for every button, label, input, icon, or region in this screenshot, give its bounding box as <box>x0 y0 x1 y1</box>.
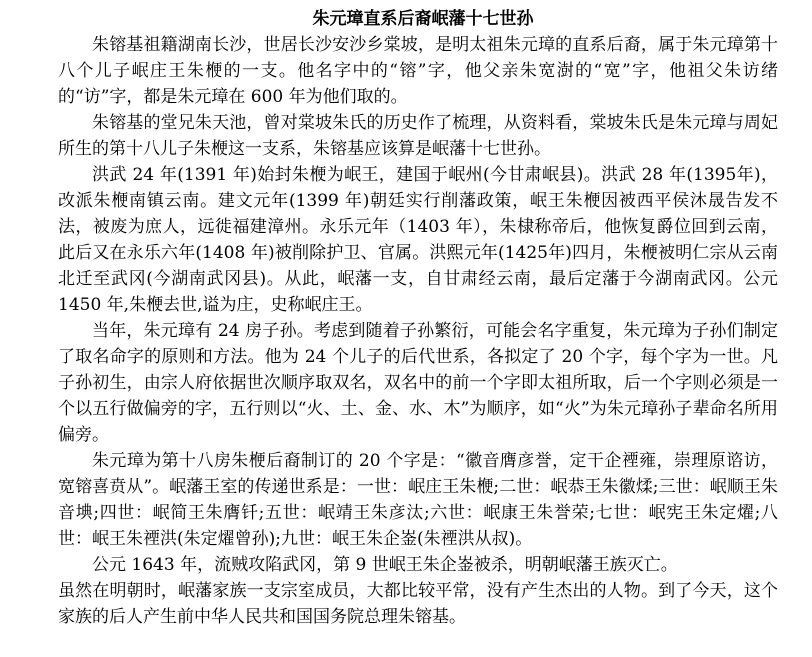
paragraph-history: 洪武 24 年(1391 年)始封朱楩为岷王，建国于岷州(今甘肃岷县)。洪武 28 年(1395年)，改派朱楩南镇云南。建文元年(1399 年)朝廷实行削藩政策，岷王朱楩因被西平侯沐晟告发不法，被废为庶人，远徙福建漳州。永乐元年（1403 年），朱棣称帝后，他恢复爵位回到云南，此后又在永乐六年(1408 年)被削除护卫、官属。洪熙元年(1425年)四月，朱楩被明仁宗从云南北迁至武冈(今湖南武冈县)。从此，岷藩一支，自甘肃经云南，最后定藩于今湖南武冈。公元 1450 年,朱楩去世,谥为庄，史称岷庄王。 <box>58 165 778 315</box>
page-title: 朱元璋直系后裔岷藩十七世孙 <box>312 9 534 29</box>
paragraph-cousin: 朱镕基的堂兄朱天池，曾对棠坡朱氏的历史作了梳理，从资料看，棠坡朱氏是朱元璋与周妃所生的第十八儿子朱楩这一支系，朱镕基应该算是岷藩十七世孙。 <box>58 113 778 159</box>
paragraph-ancestry: 朱镕基祖籍湖南长沙，世居长沙安沙乡棠坡，是明太祖朱元璋的直系后裔，属于朱元璋第十八个儿子岷庄王朱楩的一支。他名字中的“镕”字，他父亲朱宽澍的“宽”字，他祖父朱访绪的“访”字，都是朱元璋在 600 年为他们取的。 <box>58 35 778 107</box>
paragraph-generation-names: 朱元璋为第十八房朱楩后裔制订的 20 个字是：“徽音膺彦誉，定干企禋雍，崇理原谘访，宽镕喜贲从”。岷藩王室的传递世系是：一世：岷庄王朱楩;二世：岷恭王朱徽煣;三世：岷顺王朱音㙉;四世：岷简王朱膺钎;五世：岷靖王朱彦汰;六世：岷康王朱誉荣;七世：岷宪王朱定燿;八世：岷王朱禋洪(朱定燿曾孙);九世：岷王朱企崟(朱禋洪从叔)。 <box>58 451 778 549</box>
document-page <box>58 6 778 630</box>
paragraph-naming-rules: 当年，朱元璋有 24 房子孙。考虑到随着子孙繁衍，可能会名字重复，朱元璋为子孙们制定了取名命字的原则和方法。他为 24 个儿子的后代世系，各拟定了 20 个字，每个字为一世。凡子孙初生，由宗人府依据世次顺序取双名，双名中的前一个字即太祖所取，后一个字则必须是一个以五行做偏旁的字，五行则以“火、土、金、水、木”为顺序，如“火”为朱元璋孙子辈命名所用偏旁。 <box>58 321 778 445</box>
paragraph-fall: 公元 1643 年，流贼攻陷武冈，第 9 世岷王朱企崟被杀，明朝岷藩王族灭亡。 <box>92 555 678 575</box>
paragraph-conclusion: 虽然在明朝时，岷藩家族一支宗室成员，大都比较平常，没有产生杰出的人物。到了今天，这个家族的后人产生前中华人民共和国国务院总理朱镕基。 <box>58 581 778 627</box>
